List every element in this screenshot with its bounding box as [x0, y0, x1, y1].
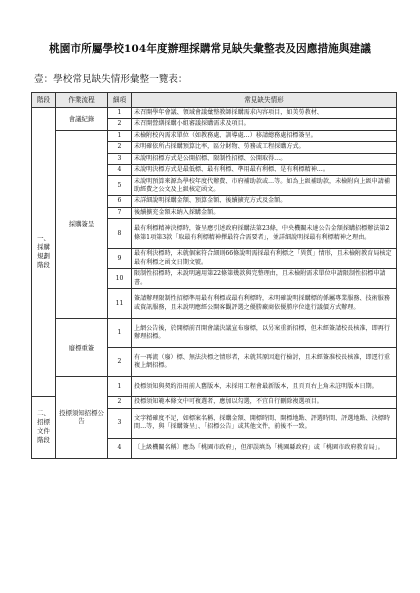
stage-bid-documents: 二、招標文件階段 [32, 397, 56, 458]
item-number: 2 [108, 119, 132, 130]
item-number: 9 [108, 249, 132, 269]
table-row [32, 377, 397, 397]
header-stage: 階段 [32, 93, 56, 108]
item-number: 3 [108, 408, 132, 438]
header-process: 作業流程 [56, 93, 108, 108]
issue-text: 限制性招標時，未說明適用第22條第幾款與完整理由，且未檢附需求單位申請限制性招標申請書。 [132, 269, 397, 289]
item-number: 3 [108, 153, 132, 164]
item-number: 2 [108, 348, 132, 377]
issue-text: 〔上級機關名稱〕應為「桃園市政府」，但卻誤填為「桃園縣政府」或「桃園市政府教育局」。 [132, 438, 397, 458]
stage-planning: 一、採購規劃階段 [32, 108, 56, 397]
issue-text: 文字精確度不足，如標案名稱、採購金額、開標時間、開標地點、評選時間、評選地點、決標時間…等，與「採購簽呈」、「招標公告」或其他文件，前後不一致。 [132, 408, 397, 438]
issue-text: 未召開營繕採購小組審議採購需求及項目。 [132, 119, 397, 130]
table-row [32, 319, 397, 348]
issue-text: 未說明預算來源為學校年度代辦費、市府補助款或…等。如為上級補助款，未檢附向上級申請補助經費之公文及上級核定函文。 [132, 176, 397, 196]
item-number: 10 [108, 269, 132, 289]
issue-text: 未說明招標方式是公開招標、限制性招標、公開取得…。 [132, 153, 397, 164]
item-number: 1 [108, 377, 132, 397]
item-number: 7 [108, 207, 132, 218]
item-number: 1 [108, 319, 132, 348]
issue-text: 未檢附校內需求單位（如教務處、訓導處…）移請總務處招標簽呈。 [132, 130, 397, 141]
item-number: 5 [108, 176, 132, 196]
item-number: 6 [108, 196, 132, 207]
issue-text: 上網公告後，於開標前召開會議決議宣布廢標，以另案重新招標，但未經簽請校長核准，即再行辦理招標。 [132, 319, 397, 348]
issue-text: 未明確依所占採購預算比率，區分財物、勞務或工程採購方式。 [132, 142, 397, 153]
process-bid-notice: 投標須知招標公告 [56, 377, 108, 458]
issue-text: 未詳細說明採購金額、預算金額、後續擴充方式及金額。 [132, 196, 397, 207]
table-row [32, 108, 397, 119]
document-title: 桃園市所屬學校104年度辦理採購常見缺失彙整表及因應措施與建議 [49, 43, 371, 55]
issue-text: 最有利標精神決標時，簽呈應引述政府採購法第23條，中央機關未達公告金額採購招標辦法第2條第1項第3款「取最有利標精神擇最符合需要者」，並詳細說明採最有利標精神之理由。 [132, 219, 397, 249]
process-procurement-memo: 採購簽呈 [56, 130, 108, 318]
item-number: 1 [108, 108, 132, 119]
table-row [32, 130, 397, 141]
issue-text: 未說明決標方式是最低標、最有利標、準用最有利標、是有利標精神…。 [132, 165, 397, 176]
item-number: 11 [108, 289, 132, 319]
process-meeting-minutes: 會議紀錄 [56, 108, 108, 131]
issue-text: 有一再流（廢）標、無法決標之情形者，未就其原因進行檢討，且未經簽准校長核准，即逕行重複上網招標。 [132, 348, 397, 377]
issue-text: 投標須知範本條文中可複選者，應加以勾選，不宜自行刪除複選項目。 [132, 397, 397, 408]
issue-text: 簽請辦理限制性招標準用最有利標或最有利標時，未明確說明採購標的係屬專業服務、技術服務或資訊服務，且未說明應經公開客觀評選之優勝廠商依優勝序位進行議價方式辦理。 [132, 289, 397, 319]
issue-text: 投標須知與契約沿用前人舊版本，未採用工程會最新版本，且頁頁右上角未註明版本日期。 [132, 377, 397, 397]
item-number: 4 [108, 165, 132, 176]
table-header-row [32, 93, 397, 108]
header-item: 細項 [108, 93, 132, 108]
item-number: 2 [108, 142, 132, 153]
issue-text: 後續擴充金額未納入採購金額。 [132, 207, 397, 218]
issue-text: 最有利決標時，未就個案符合細則66條說明需採最有利標之「異質」情形，且未檢附教育局核定最有利標之函文日期文號。 [132, 249, 397, 269]
deficiency-table [31, 92, 397, 459]
item-number: 2 [108, 397, 132, 408]
item-number: 8 [108, 219, 132, 249]
header-issue: 常見缺失情形 [132, 93, 397, 108]
issue-text: 未召開學年會議、領域會議彙整教師採購需求內容項目，如美勞教材、 [132, 108, 397, 119]
process-rebid: 廢標重簽 [56, 319, 108, 377]
item-number: 1 [108, 130, 132, 141]
section-heading: 壹：學校常見缺失情形彙整一覽表： [34, 74, 188, 85]
item-number: 4 [108, 438, 132, 458]
